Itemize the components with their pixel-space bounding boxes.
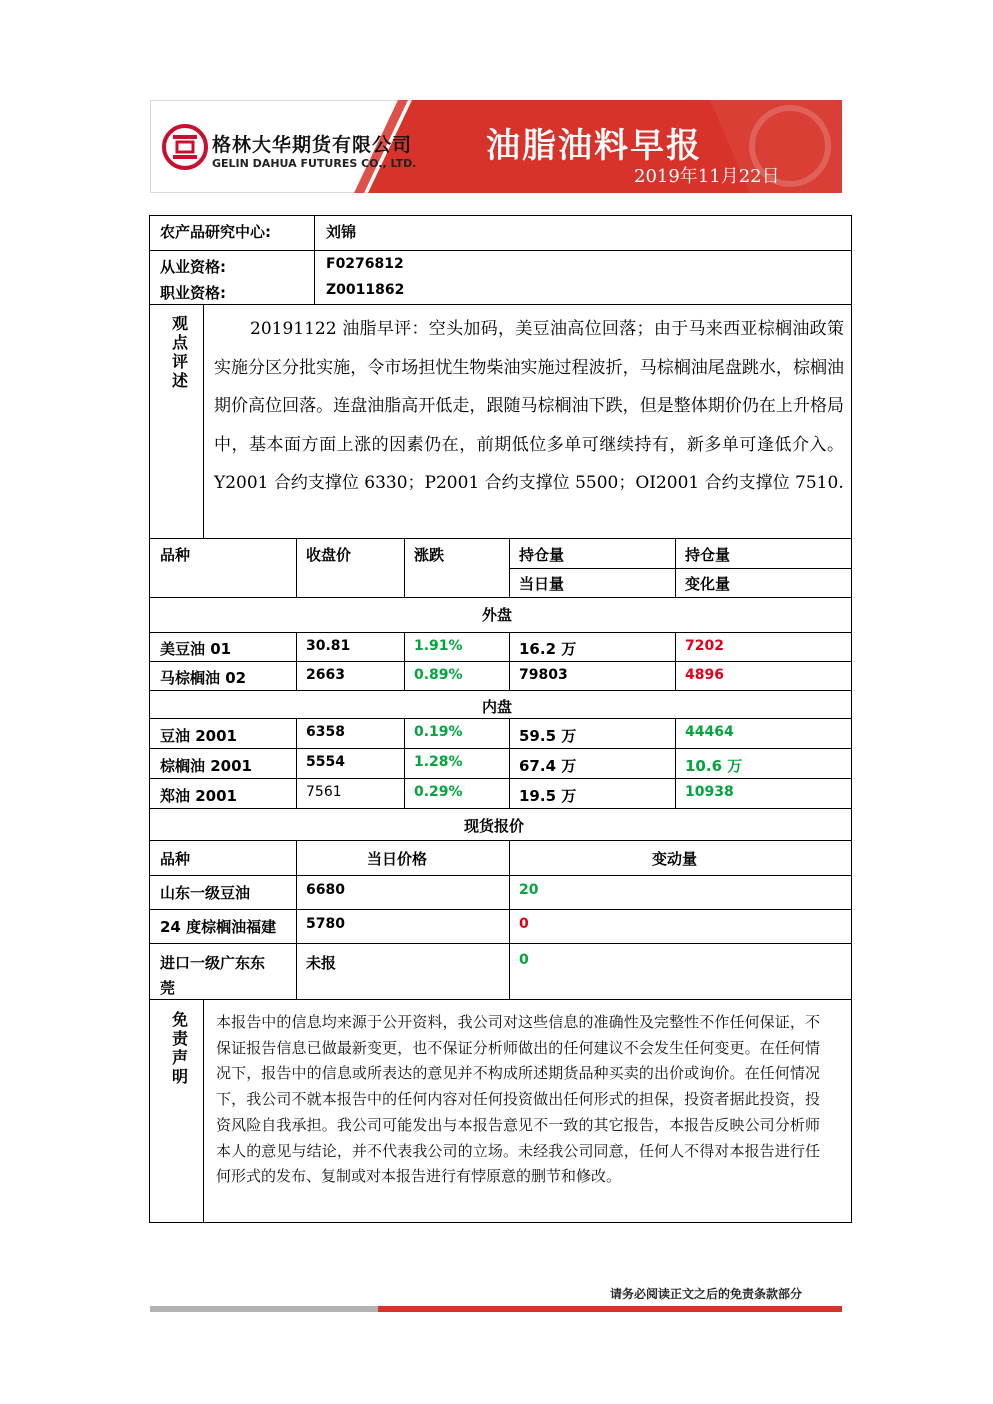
spot-row-name: 山东一级豆油 [160, 884, 251, 902]
analyst-name: 刘锦 [326, 223, 357, 241]
section-spot: 现货报价 [464, 817, 525, 835]
table-rule [149, 597, 852, 598]
practice-cert-value: F0276812 [326, 256, 404, 272]
table-rule [149, 909, 852, 910]
table-rule [296, 632, 297, 690]
table-rule [149, 748, 852, 749]
col-header-oi-change: 变化量 [685, 575, 731, 593]
table-row-change: 0.89% [414, 667, 463, 683]
spot-header-price: 当日价格 [367, 850, 428, 868]
company-logo-icon [162, 124, 208, 170]
disclaimer-label: 免责声明 [171, 1010, 188, 1086]
col-header-volume: 当日量 [519, 575, 565, 593]
col-header-oi-2: 持仓量 [685, 546, 731, 564]
table-row-change: 1.28% [414, 754, 463, 770]
table-rule [404, 538, 405, 597]
spot-row-name: 进口一级广东东 [160, 954, 266, 972]
report-title: 油脂油料早报 [486, 126, 702, 166]
spot-row-price: 未报 [306, 954, 337, 972]
table-row-oi: 59.5 万 [519, 727, 577, 745]
table-row-close: 5554 [306, 754, 345, 770]
table-rule [296, 840, 297, 999]
table-rule [509, 840, 510, 999]
footer-bar [150, 1306, 842, 1312]
table-row-name: 马棕榈油 02 [160, 669, 247, 687]
table-row-change: 0.29% [414, 784, 463, 800]
spot-row-name-cont: 莞 [160, 979, 176, 997]
table-row-oi: 16.2 万 [519, 640, 577, 658]
research-center-label: 农产品研究中心: [160, 223, 271, 241]
table-rule [149, 538, 852, 539]
table-rule [509, 632, 510, 690]
practice-cert-label: 从业资格: [160, 258, 226, 276]
table-rule [149, 661, 852, 662]
table-rule [149, 808, 852, 809]
table-rule [404, 718, 405, 808]
company-name-en: GELIN DAHUA FUTURES CO., LTD. [212, 157, 417, 170]
table-row-oi: 19.5 万 [519, 787, 577, 805]
spot-row-change: 0 [519, 916, 529, 932]
table-rule [149, 875, 852, 876]
report-date: 2019年11月22日 [634, 166, 780, 187]
table-rule [149, 999, 852, 1000]
spot-row-price: 5780 [306, 916, 345, 932]
spot-row-name: 24 度棕榈油福建 [160, 918, 277, 936]
professional-cert-label: 职业资格: [160, 284, 226, 302]
footer-note: 请务必阅读正文之后的免责条款部分 [610, 1287, 803, 1301]
table-row-close: 30.81 [306, 638, 351, 654]
table-row-name: 郑油 2001 [160, 787, 237, 805]
table-rule [509, 538, 510, 597]
spot-row-change: 0 [519, 952, 529, 968]
table-rule [296, 718, 297, 808]
table-row-oi-change: 7202 [685, 638, 724, 654]
col-header-close: 收盘价 [306, 546, 352, 564]
section-domestic: 内盘 [482, 698, 513, 716]
spot-row-change: 20 [519, 882, 539, 898]
col-header-change: 涨跌 [414, 546, 445, 564]
company-name-cn: 格林大华期货有限公司 [212, 134, 413, 156]
table-rule [675, 538, 676, 597]
section-overseas: 外盘 [482, 606, 513, 624]
opinion-label: 观点评述 [171, 314, 188, 390]
table-rule [149, 778, 852, 779]
table-rule [314, 215, 315, 304]
table-rule [509, 568, 852, 569]
table-rule [149, 632, 852, 633]
table-rule [149, 304, 852, 305]
table-row-close: 2663 [306, 667, 345, 683]
table-rule [675, 632, 676, 690]
table-row-oi-change: 4896 [685, 667, 724, 683]
table-row-close: 6358 [306, 724, 345, 740]
table-row-change: 0.19% [414, 724, 463, 740]
table-rule [149, 690, 852, 691]
table-rule [675, 718, 676, 808]
table-rule [509, 718, 510, 808]
table-rule [149, 943, 852, 944]
spot-header-variety: 品种 [160, 850, 191, 868]
table-row-change: 1.91% [414, 638, 463, 654]
table-row-oi-change: 10.6 万 [685, 757, 743, 775]
table-rule [149, 718, 852, 719]
opinion-text: 20191122 油脂早评：空头加码，美豆油高位回落；由于马来西亚棕榈油政策实施分区分批实施，令市场担忧生物柴油实施过程波折，马棕榈油尾盘跳水，棕榈油期价高位回落。连盘油脂高开低走，跟随马棕榈油下跌，但是整体期价仍在上升格局中，基本面方面上涨的因素仍在，前期低位多单可继续持有，新多单可逢低介入。Y2001 合约支撑位 6330；P2001 合约支撑位 5500；OI2001 合约支撑位 7510. [214, 319, 844, 494]
table-row-oi-change: 10938 [685, 784, 734, 800]
table-rule [203, 999, 204, 1223]
table-rule [296, 538, 297, 597]
col-header-oi: 持仓量 [519, 546, 565, 564]
table-rule [404, 632, 405, 690]
table-rule [203, 304, 204, 538]
table-row-name: 美豆油 01 [160, 640, 232, 658]
report-banner [150, 100, 842, 193]
table-row-oi: 79803 [519, 667, 568, 683]
col-header-variety: 品种 [160, 546, 191, 564]
table-row-oi-change: 44464 [685, 724, 734, 740]
table-row-name: 棕榈油 2001 [160, 757, 252, 775]
disclaimer-text: 本报告中的信息均来源于公开资料，我公司对这些信息的准确性及完整性不作任何保证，不保证报告信息已做最新变更，也不保证分析师做出的任何建议不会发生任何变更。在任何情况下，报告中的信息或所表达的意见并不构成所述期货品种买卖的出价或询价。在任何情况下，我公司不就本报告中的任何内容对任何投资做出任何形式的担保，投资者据此投资，投资风险自我承担。我公司可能发出与本报告意见不一致的其它报告，本报告反映公司分析师本人的意见与结论，并不代表我公司的立场。未经我公司同意，任何人不得对本报告进行任何形式的发布、复制或对本报告进行有悖原意的删节和修改。 [216, 1013, 820, 1186]
table-rule [149, 250, 852, 251]
professional-cert-value: Z0011862 [326, 282, 405, 298]
spot-row-price: 6680 [306, 882, 345, 898]
table-rule [149, 840, 852, 841]
spot-header-change: 变动量 [652, 850, 698, 868]
table-row-close: 7561 [306, 784, 342, 800]
table-row-oi: 67.4 万 [519, 757, 577, 775]
table-row-name: 豆油 2001 [160, 727, 237, 745]
